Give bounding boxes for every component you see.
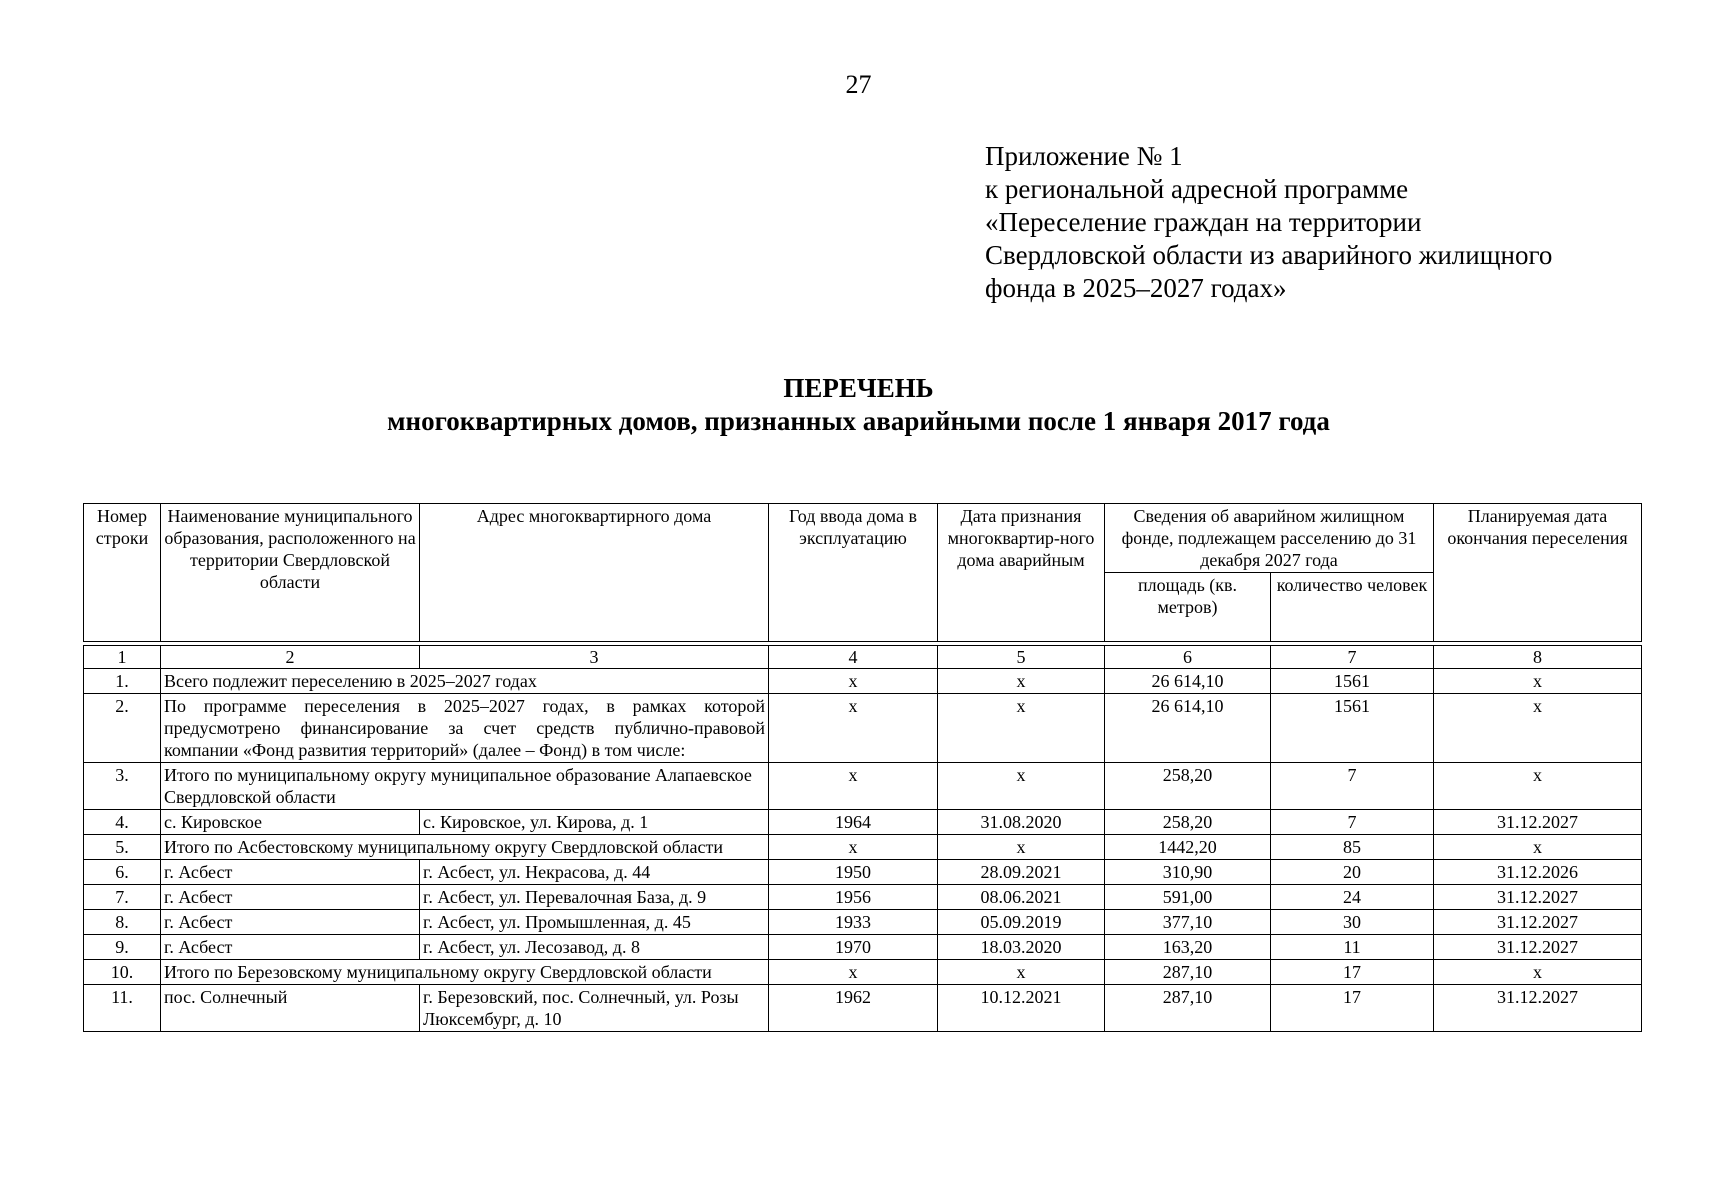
year-built-cell: x bbox=[769, 763, 938, 810]
column-number-row bbox=[84, 646, 1642, 669]
row-number-cell: 7. bbox=[84, 885, 161, 910]
appendix-line: «Переселение граждан на территории bbox=[985, 207, 1422, 237]
recognition-date-cell: 10.12.2021 bbox=[938, 985, 1105, 1032]
municipality-cell: пос. Солнечный bbox=[161, 985, 420, 1032]
column-number: 1 bbox=[84, 646, 161, 669]
year-built-cell: x bbox=[769, 694, 938, 763]
people-cell: 1561 bbox=[1271, 694, 1434, 763]
year-built-cell: x bbox=[769, 960, 938, 985]
table-row bbox=[84, 669, 1642, 694]
year-built-cell: 1970 bbox=[769, 935, 938, 960]
year-built-cell: 1950 bbox=[769, 860, 938, 885]
people-cell: 1561 bbox=[1271, 669, 1434, 694]
recognition-date-cell: 31.08.2020 bbox=[938, 810, 1105, 835]
table-row bbox=[84, 694, 1642, 763]
row-number-cell: 8. bbox=[84, 910, 161, 935]
header-year-built: Год ввода дома в эксплуатацию bbox=[769, 504, 938, 642]
year-built-cell: 1956 bbox=[769, 885, 938, 910]
planned-date-cell: x bbox=[1434, 694, 1642, 763]
address-cell: с. Кировское, ул. Кирова, д. 1 bbox=[420, 810, 769, 835]
people-cell: 7 bbox=[1271, 810, 1434, 835]
row-number-cell: 3. bbox=[84, 763, 161, 810]
table-header-row bbox=[84, 504, 1642, 573]
header-area: площадь (кв. метров) bbox=[1105, 573, 1271, 642]
area-cell: 287,10 bbox=[1105, 960, 1271, 985]
table-row bbox=[84, 885, 1642, 910]
recognition-date-cell: 18.03.2020 bbox=[938, 935, 1105, 960]
area-cell: 258,20 bbox=[1105, 763, 1271, 810]
people-cell: 85 bbox=[1271, 835, 1434, 860]
appendix-line: к региональной адресной программе bbox=[985, 174, 1409, 204]
appendix-block bbox=[985, 140, 1552, 305]
recognition-date-cell: 28.09.2021 bbox=[938, 860, 1105, 885]
row-description-cell: Всего подлежит переселению в 2025–2027 годах bbox=[161, 669, 769, 694]
header-planned-date: Планируемая дата окончания переселения bbox=[1434, 504, 1642, 642]
row-number-cell: 2. bbox=[84, 694, 161, 763]
row-description-cell: Итого по Березовскому муниципальному округу Свердловской области bbox=[161, 960, 769, 985]
column-number: 5 bbox=[938, 646, 1105, 669]
header-recognition-date: Дата признания многоквартир-ного дома аварийным bbox=[938, 504, 1105, 642]
planned-date-cell: x bbox=[1434, 835, 1642, 860]
housing-table bbox=[83, 503, 1642, 1032]
table-row bbox=[84, 935, 1642, 960]
row-number-cell: 10. bbox=[84, 960, 161, 985]
title-heading: ПЕРЕЧЕНЬ bbox=[783, 373, 934, 403]
area-cell: 26 614,10 bbox=[1105, 694, 1271, 763]
table-row bbox=[84, 985, 1642, 1032]
header-address: Адрес многоквартирного дома bbox=[420, 504, 769, 642]
municipality-cell: г. Асбест bbox=[161, 935, 420, 960]
people-cell: 24 bbox=[1271, 885, 1434, 910]
area-cell: 310,90 bbox=[1105, 860, 1271, 885]
people-cell: 20 bbox=[1271, 860, 1434, 885]
planned-date-cell: 31.12.2026 bbox=[1434, 860, 1642, 885]
address-cell: г. Березовский, пос. Солнечный, ул. Розы Люксембург, д. 10 bbox=[420, 985, 769, 1032]
address-cell: г. Асбест, ул. Промышленная, д. 45 bbox=[420, 910, 769, 935]
planned-date-cell: 31.12.2027 bbox=[1434, 985, 1642, 1032]
table-row bbox=[84, 835, 1642, 860]
people-cell: 17 bbox=[1271, 985, 1434, 1032]
column-number: 6 bbox=[1105, 646, 1271, 669]
table-row bbox=[84, 960, 1642, 985]
header-people: количество человек bbox=[1271, 573, 1434, 642]
table-row bbox=[84, 910, 1642, 935]
recognition-date-cell: 05.09.2019 bbox=[938, 910, 1105, 935]
year-built-cell: 1962 bbox=[769, 985, 938, 1032]
row-number-cell: 5. bbox=[84, 835, 161, 860]
area-cell: 287,10 bbox=[1105, 985, 1271, 1032]
planned-date-cell: 31.12.2027 bbox=[1434, 810, 1642, 835]
table-row bbox=[84, 763, 1642, 810]
column-number: 2 bbox=[161, 646, 420, 669]
recognition-date-cell: x bbox=[938, 763, 1105, 810]
municipality-cell: с. Кировское bbox=[161, 810, 420, 835]
year-built-cell: x bbox=[769, 669, 938, 694]
column-number: 4 bbox=[769, 646, 938, 669]
area-cell: 26 614,10 bbox=[1105, 669, 1271, 694]
row-number-cell: 6. bbox=[84, 860, 161, 885]
recognition-date-cell: 08.06.2021 bbox=[938, 885, 1105, 910]
appendix-line: Свердловской области из аварийного жилищного bbox=[985, 240, 1553, 270]
year-built-cell: 1964 bbox=[769, 810, 938, 835]
planned-date-cell: 31.12.2027 bbox=[1434, 910, 1642, 935]
area-cell: 377,10 bbox=[1105, 910, 1271, 935]
municipality-cell: г. Асбест bbox=[161, 910, 420, 935]
recognition-date-cell: x bbox=[938, 694, 1105, 763]
column-number: 7 bbox=[1271, 646, 1434, 669]
row-description-cell: Итого по муниципальному округу муниципальное образование Алапаевское Свердловской области bbox=[161, 763, 769, 810]
recognition-date-cell: x bbox=[938, 669, 1105, 694]
address-cell: г. Асбест, ул. Лесозавод, д. 8 bbox=[420, 935, 769, 960]
appendix-line: Приложение № 1 bbox=[985, 141, 1183, 171]
recognition-date-cell: x bbox=[938, 960, 1105, 985]
planned-date-cell: x bbox=[1434, 669, 1642, 694]
column-number: 3 bbox=[420, 646, 769, 669]
municipality-cell: г. Асбест bbox=[161, 860, 420, 885]
row-number-cell: 1. bbox=[84, 669, 161, 694]
title-subheading: многоквартирных домов, признанных аварийными после 1 января 2017 года bbox=[387, 406, 1330, 436]
header-fund-info: Сведения об аварийном жилищном фонде, подлежащем расселению до 31 декабря 2027 года bbox=[1105, 504, 1434, 573]
area-cell: 163,20 bbox=[1105, 935, 1271, 960]
municipality-cell: г. Асбест bbox=[161, 885, 420, 910]
year-built-cell: x bbox=[769, 835, 938, 860]
address-cell: г. Асбест, ул. Перевалочная База, д. 9 bbox=[420, 885, 769, 910]
header-municipality: Наименование муниципального образования, расположенного на территории Свердловской области bbox=[161, 504, 420, 642]
year-built-cell: 1933 bbox=[769, 910, 938, 935]
planned-date-cell: 31.12.2027 bbox=[1434, 935, 1642, 960]
people-cell: 30 bbox=[1271, 910, 1434, 935]
column-number: 8 bbox=[1434, 646, 1642, 669]
row-number-cell: 11. bbox=[84, 985, 161, 1032]
row-number-cell: 9. bbox=[84, 935, 161, 960]
header-row-number: Номер строки bbox=[84, 504, 161, 642]
page-number: 27 bbox=[845, 70, 872, 99]
row-description-cell: По программе переселения в 2025–2027 годах, в рамках которой предусмотрено финансирование за счет средств публично-правовой компании «Фонд развития территорий» (далее – Фонд) в том числе: bbox=[161, 694, 769, 763]
document-title bbox=[0, 372, 1717, 438]
table-row bbox=[84, 810, 1642, 835]
appendix-line: фонда в 2025–2027 годах» bbox=[985, 273, 1287, 303]
planned-date-cell: x bbox=[1434, 763, 1642, 810]
planned-date-cell: x bbox=[1434, 960, 1642, 985]
row-description-cell: Итого по Асбестовскому муниципальному округу Свердловской области bbox=[161, 835, 769, 860]
area-cell: 591,00 bbox=[1105, 885, 1271, 910]
area-cell: 258,20 bbox=[1105, 810, 1271, 835]
people-cell: 11 bbox=[1271, 935, 1434, 960]
recognition-date-cell: x bbox=[938, 835, 1105, 860]
planned-date-cell: 31.12.2027 bbox=[1434, 885, 1642, 910]
row-number-cell: 4. bbox=[84, 810, 161, 835]
people-cell: 7 bbox=[1271, 763, 1434, 810]
people-cell: 17 bbox=[1271, 960, 1434, 985]
address-cell: г. Асбест, ул. Некрасова, д. 44 bbox=[420, 860, 769, 885]
area-cell: 1442,20 bbox=[1105, 835, 1271, 860]
table-row bbox=[84, 860, 1642, 885]
